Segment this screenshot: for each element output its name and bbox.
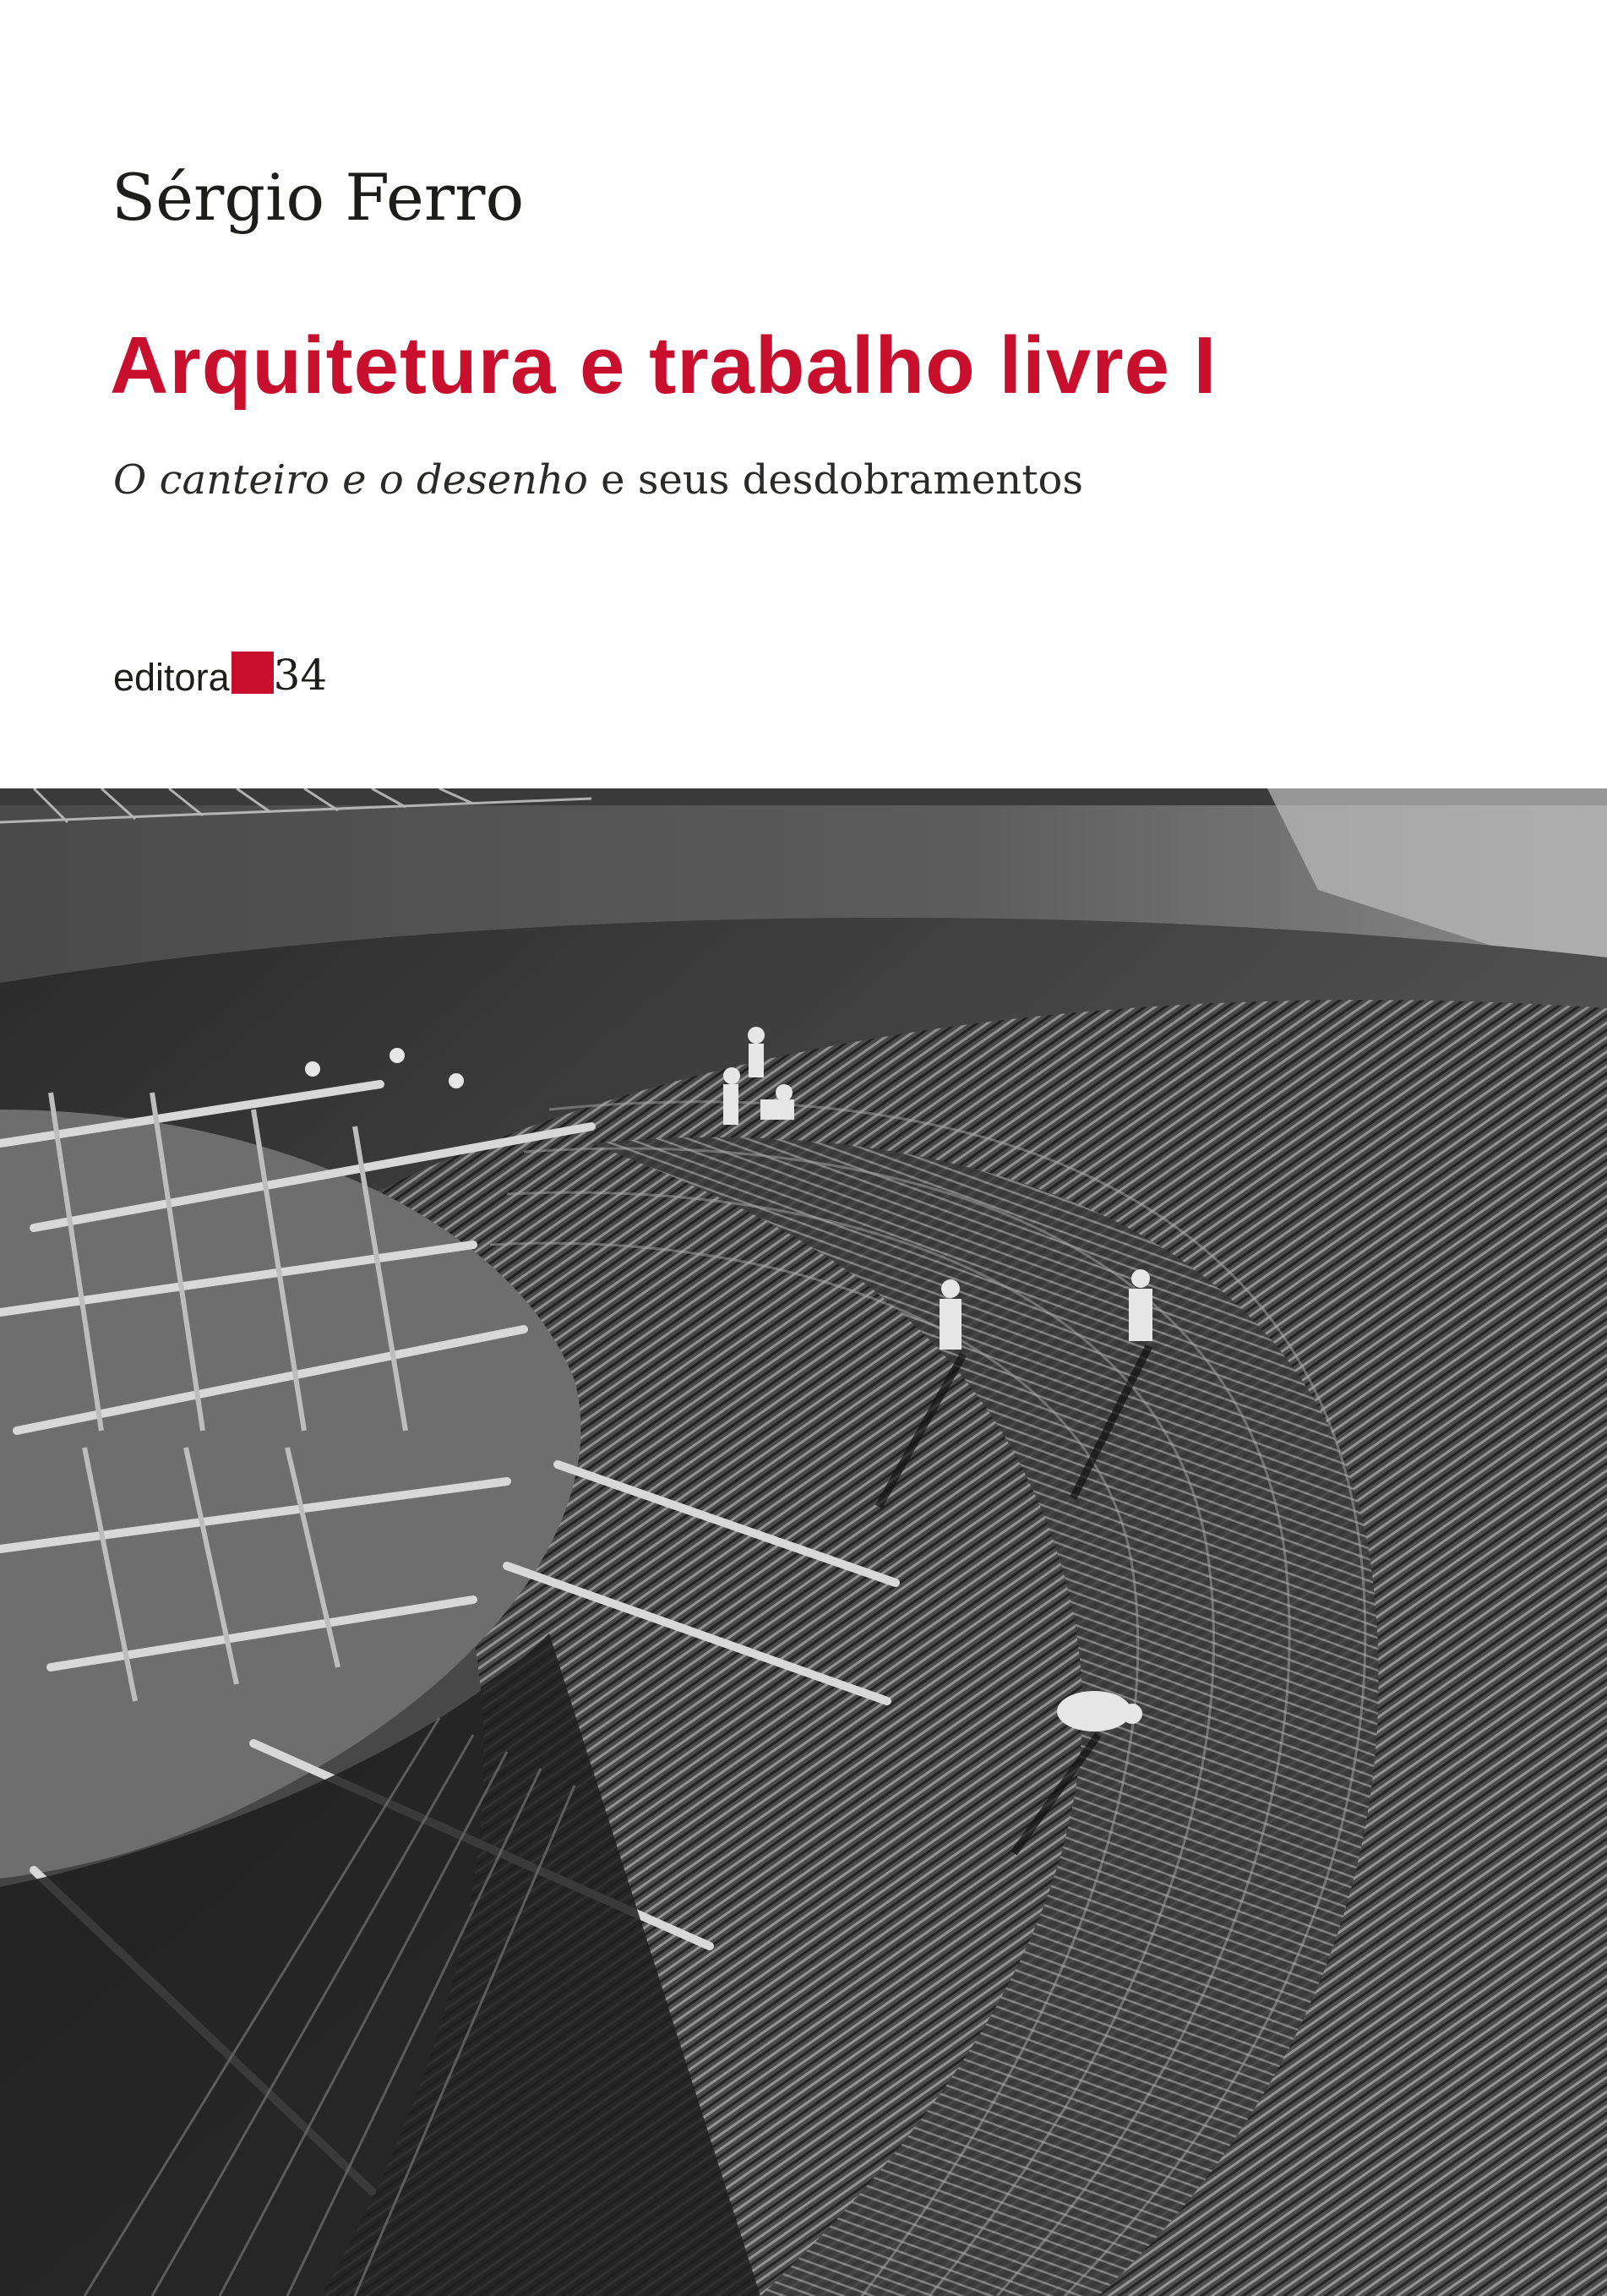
construction-site-photo [0,788,1607,2296]
subtitle-part-3: e o [329,456,417,504]
subtitle-part-4: desenho [417,456,588,504]
publisher-name: editora [113,656,230,699]
book-title: Arquitetura e trabalho livre I [110,320,1218,411]
subtitle-part-5: e seus desdobramentos [587,456,1084,504]
construction-site-photo-illustration [0,788,1607,2296]
subtitle-part-2: canteiro [159,456,330,504]
author-name: Sérgio Ferro [112,160,525,235]
publisher-number: 34 [273,651,328,700]
book-subtitle [113,456,1084,504]
publisher-red-square-icon [232,652,274,694]
subtitle-part-1: O [113,456,160,504]
publisher-logo [113,649,328,700]
